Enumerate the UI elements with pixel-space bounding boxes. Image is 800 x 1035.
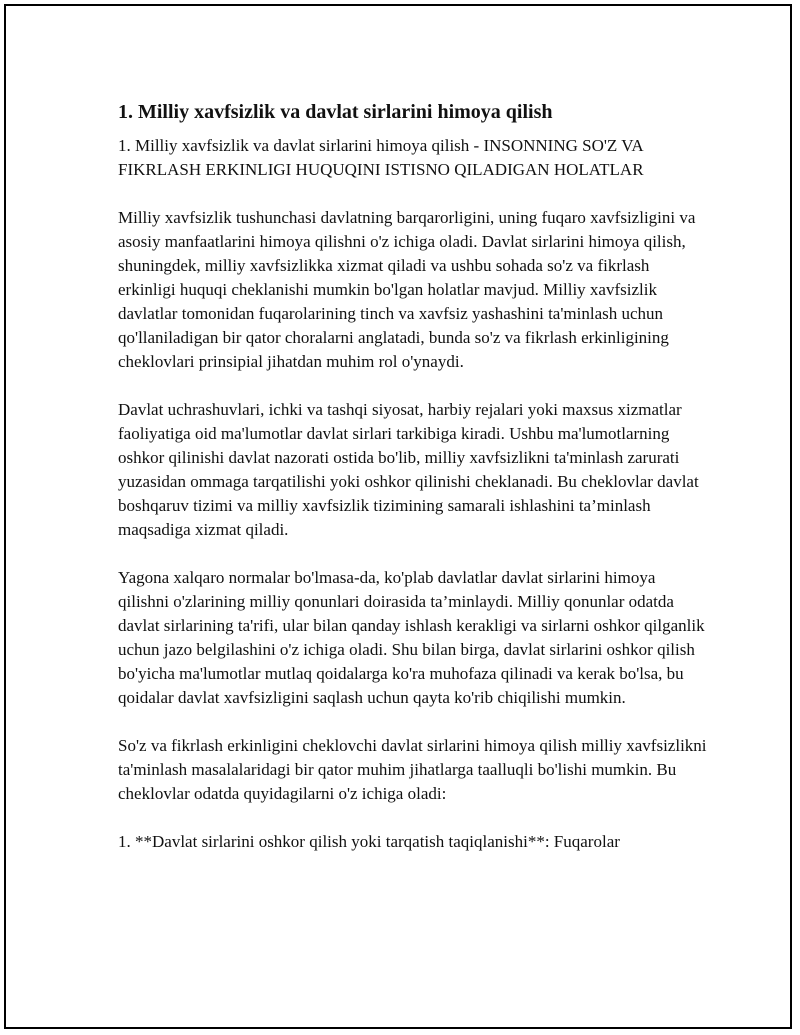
paragraph-1: Milliy xavfsizlik tushunchasi davlatning barqarorligini, uning fuqaro xavfsizligini va asosiy manfaatlarini himoya qilishni o'z ichiga oladi. Davlat sirlarini himoya qilish, shuningdek, milliy xavfsizlikka xizmat qiladi va ushbu sohada so'z va fikrlash erkinligi huquqi cheklanishi mumkin bo'lgan holatlar mavjud. Milliy xavfsizlik davlatlar tomonidan fuqarolarining tinch va xavfsiz yashashini ta'minlash uchun qo'llaniladigan bir qator choralarni anglatadi, bunda so'z va fikrlash erkinligining cheklovlari prinsipial jihatdan muhim rol o'ynaydi. xyxy=(118,208,696,371)
paragraph-2: Davlat uchrashuvlari, ichki va tashqi siyosat, harbiy rejalari yoki maxsus xizmatlar faoliyatiga oid ma'lumotlar davlat sirlari tarkibiga kiradi. Ushbu ma'lumotlarning oshkor qilinishi davlat nazorati ostida bo'lib, milliy xavfsizlikni ta'minlash zarurati yuzasidan ommaga tarqatilishi yoki oshkor qilinishi cheklanadi. Bu cheklovlar davlat boshqaruv tizimi va milliy xavfsizlik tizimining samarali ishlashini ta’minlash maqsadiga xizmat qiladi. xyxy=(118,400,699,539)
section-heading: 1. Milliy xavfsizlik va davlat sirlarini himoya qilish xyxy=(118,101,553,123)
document-content xyxy=(118,98,708,878)
document-page xyxy=(4,4,792,1029)
section-subtitle: 1. Milliy xavfsizlik va davlat sirlarini himoya qilish - INSONNING SO'Z VA FIKRLASH ERKINLIGI HUQUQINI ISTISNO QILADIGAN HOLATLAR xyxy=(118,136,644,179)
list-item-1: 1. **Davlat sirlarini oshkor qilish yoki tarqatish taqiqlanishi**: Fuqarolar xyxy=(118,832,620,851)
paragraph-4: So'z va fikrlash erkinligini cheklovchi davlat sirlarini himoya qilish milliy xavfsizlikni ta'minlash masalalaridagi bir qator muhim jihatlarga taalluqli bo'lishi mumkin. Bu cheklovlar odatda quyidagilarni o'z ichiga oladi: xyxy=(118,736,707,803)
paragraph-3: Yagona xalqaro normalar bo'lmasa-da, ko'plab davlatlar davlat sirlarini himoya qilishni o'zlarining milliy qonunlari doirasida ta’minlaydi. Milliy qonunlar odatda davlat sirlarining ta'rifi, ular bilan qanday ishlash kerakligi va sirlarni oshkor qilganlik uchun jazo belgilashini o'z ichiga oladi. Shu bilan birga, davlat sirlarini oshkor qilish bo'yicha ma'lumotlar mutlaq qoidalarga ko'ra muhofaza qilinadi va kerak bo'lsa, bu qoidalar davlat xavfsizligini saqlash uchun qayta ko'rib chiqilishi mumkin. xyxy=(118,568,705,707)
